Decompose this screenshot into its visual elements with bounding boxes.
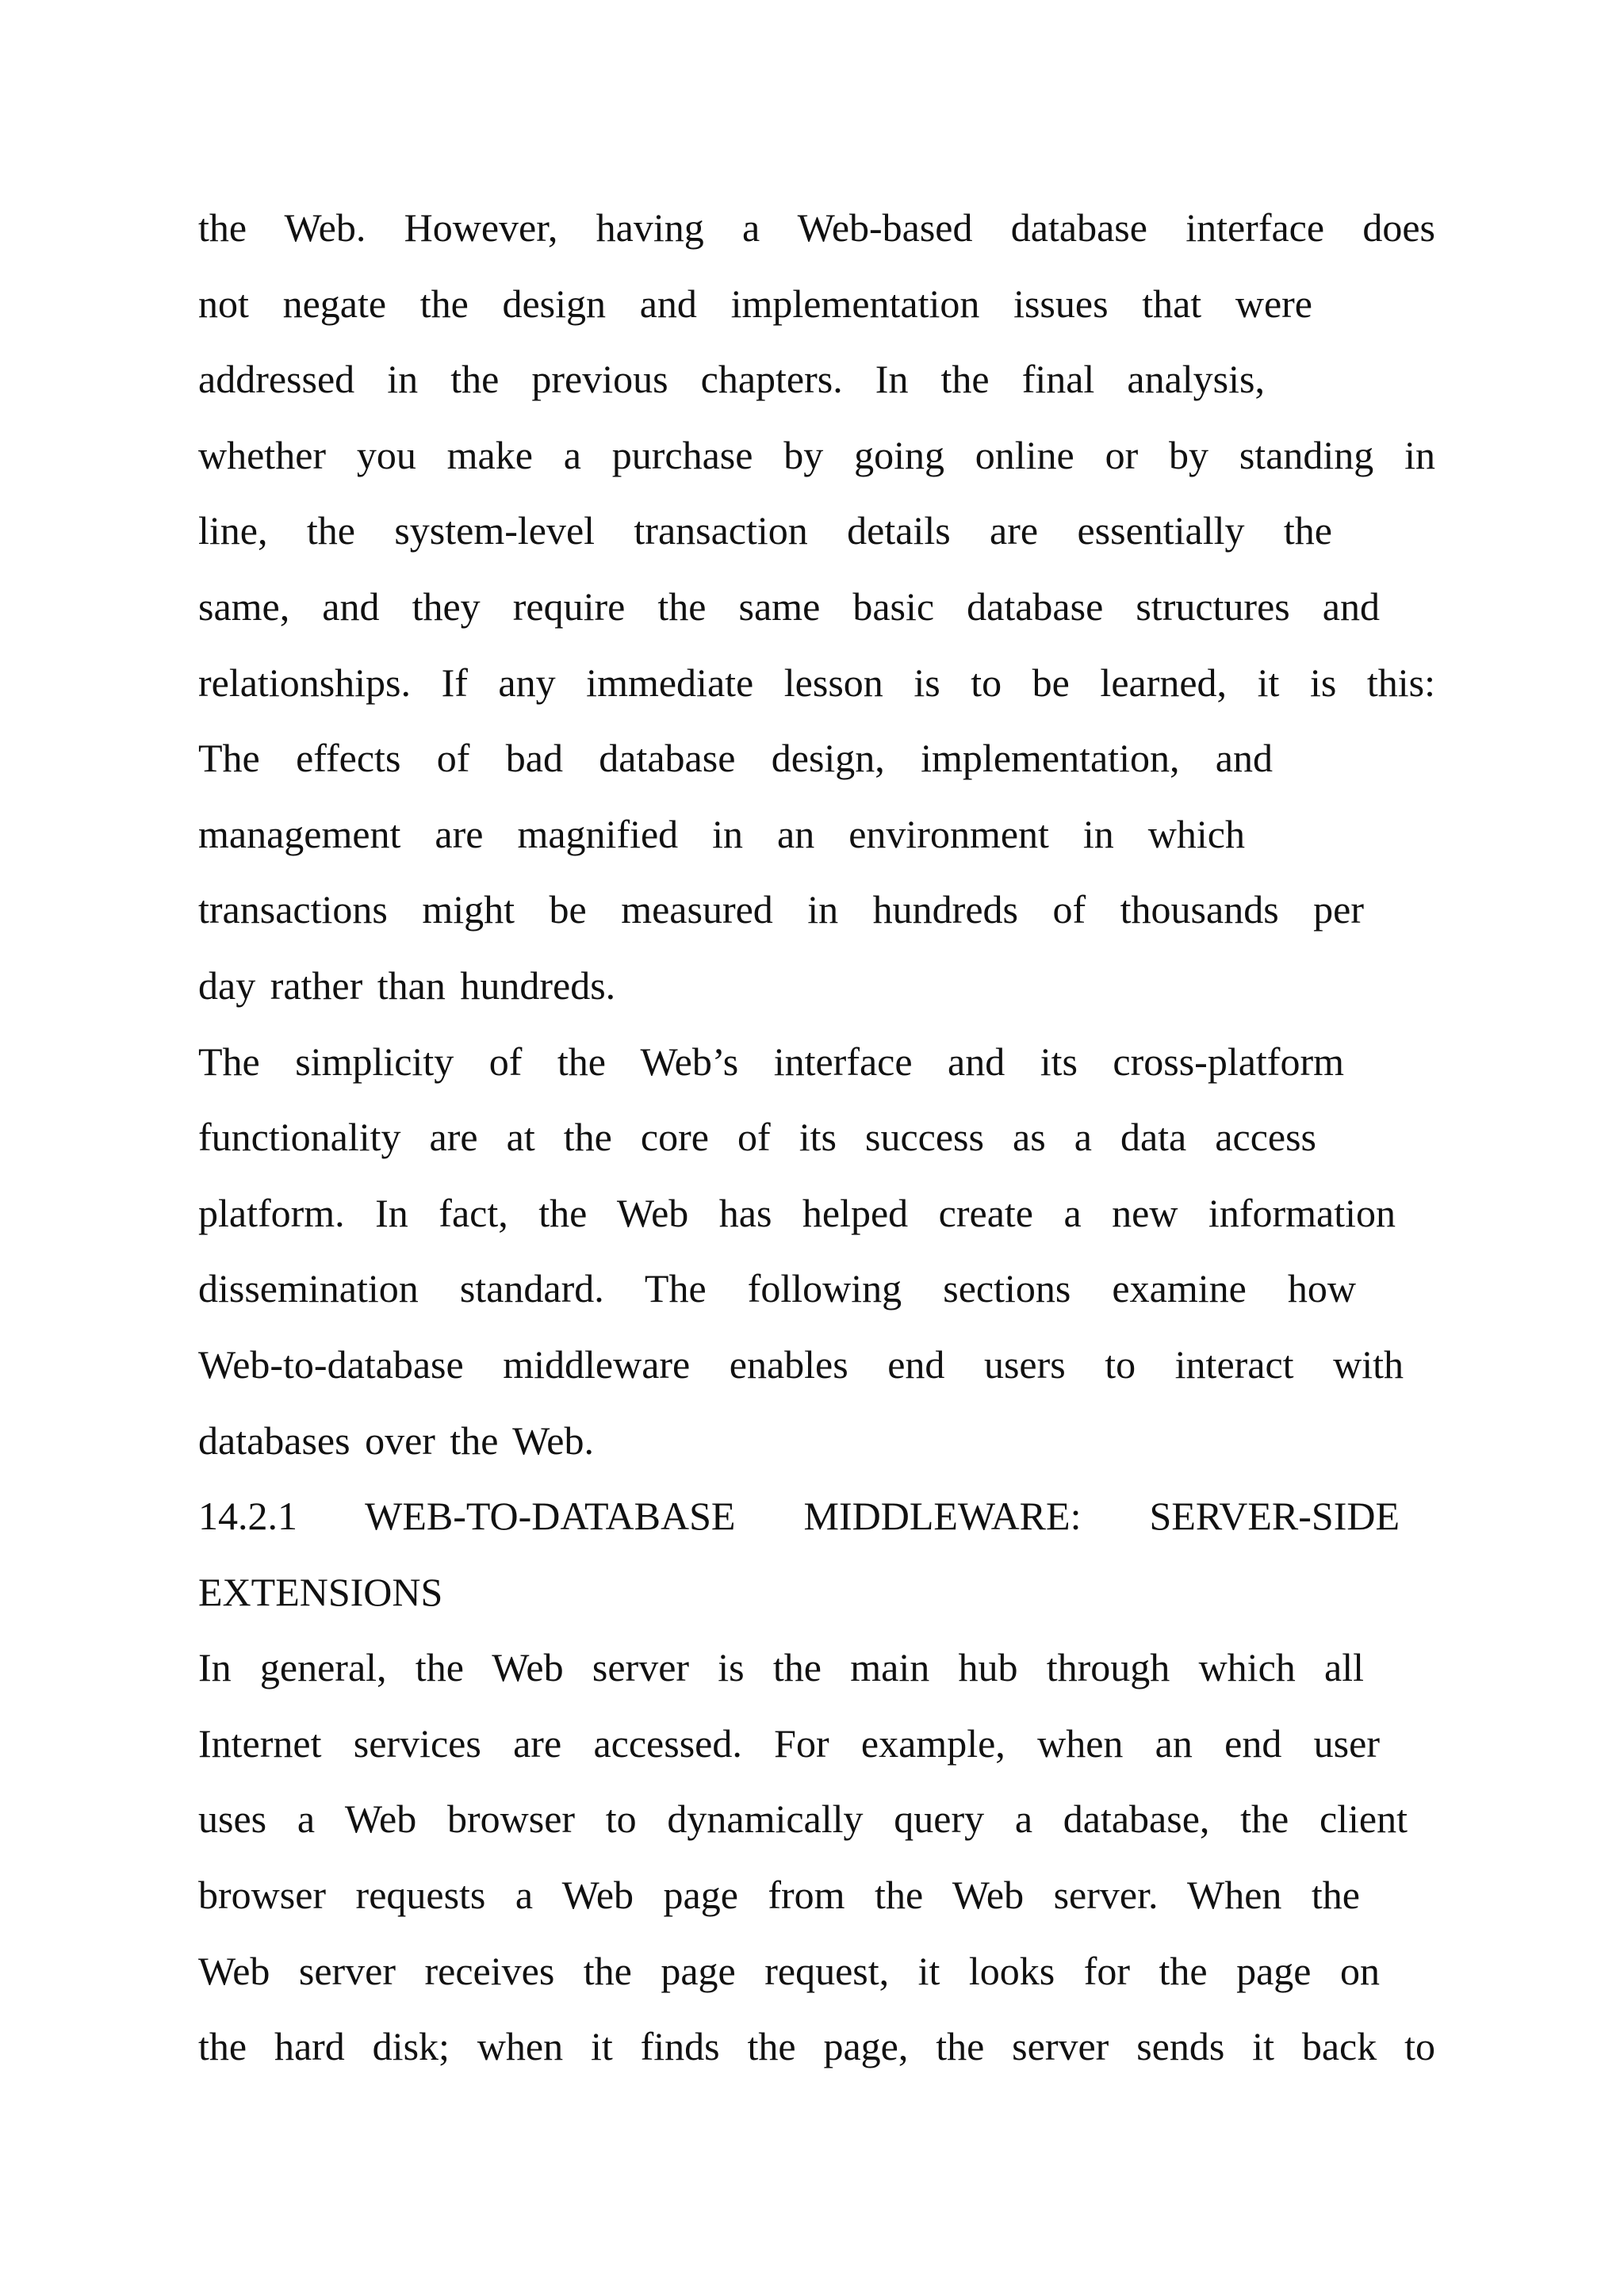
paragraph-2-line-3: platform. In fact, the Web has helped create a new information	[198, 1190, 1396, 1235]
paragraph-3-line-4: browser requests a Web page from the Web server. When the	[198, 1873, 1360, 1918]
paragraph-1-line-10: transactions might be measured in hundreds of thousands per	[198, 887, 1364, 932]
paragraph-1-line-5: line, the system-level transaction details are essentially the	[198, 508, 1332, 553]
paragraph-2-line-2: functionality are at the core of its success as a data access	[198, 1115, 1316, 1160]
paragraph-1-line-11: day rather than hundreds.	[198, 962, 616, 1008]
paragraph-1-line-7: relationships. If any immediate lesson is to be learned, it is this:	[198, 660, 1435, 705]
section-heading-line-2: EXTENSIONS	[198, 1569, 443, 1614]
paragraph-1-line-3: addressed in the previous chapters. In the final analysis,	[198, 357, 1265, 402]
paragraph-3-line-2: Internet services are accessed. For example, when an end user	[198, 1720, 1380, 1766]
paragraph-2-line-1: The simplicity of the Web’s interface and its cross-platform	[198, 1039, 1344, 1084]
section-heading-line-1: 14.2.1 WEB-TO-DATABASE MIDDLEWARE: SERVER-SIDE	[198, 1494, 1400, 1539]
paragraph-3-line-3: uses a Web browser to dynamically query a database, the client	[198, 1797, 1408, 1842]
paragraph-1-line-2: not negate the design and implementation issues that were	[198, 281, 1312, 326]
paragraph-1-line-6: same, and they require the same basic database structures and	[198, 584, 1380, 629]
paragraph-3-line-6: the hard disk; when it finds the page, the server sends it back to	[198, 2024, 1435, 2069]
paragraph-1-line-4: whether you make a purchase by going online or by standing in	[198, 432, 1435, 477]
paragraph-2-line-4: dissemination standard. The following sections examine how	[198, 1266, 1356, 1311]
paragraph-1-line-9: management are magnified in an environment in which	[198, 811, 1245, 856]
paragraph-1-line-8: The effects of bad database design, implementation, and	[198, 736, 1273, 781]
paragraph-3-line-5: Web server receives the page request, it looks for the page on	[198, 1948, 1380, 1993]
paragraph-1-line-1: the Web. However, having a Web-based database interface does	[198, 205, 1435, 250]
paragraph-2-line-6: databases over the Web.	[198, 1418, 594, 1463]
paragraph-3-line-1: In general, the Web server is the main hub through which all	[198, 1645, 1364, 1690]
body-text	[198, 190, 1435, 2085]
paragraph-2-line-5: Web-to-database middleware enables end users to interact with	[198, 1341, 1404, 1387]
